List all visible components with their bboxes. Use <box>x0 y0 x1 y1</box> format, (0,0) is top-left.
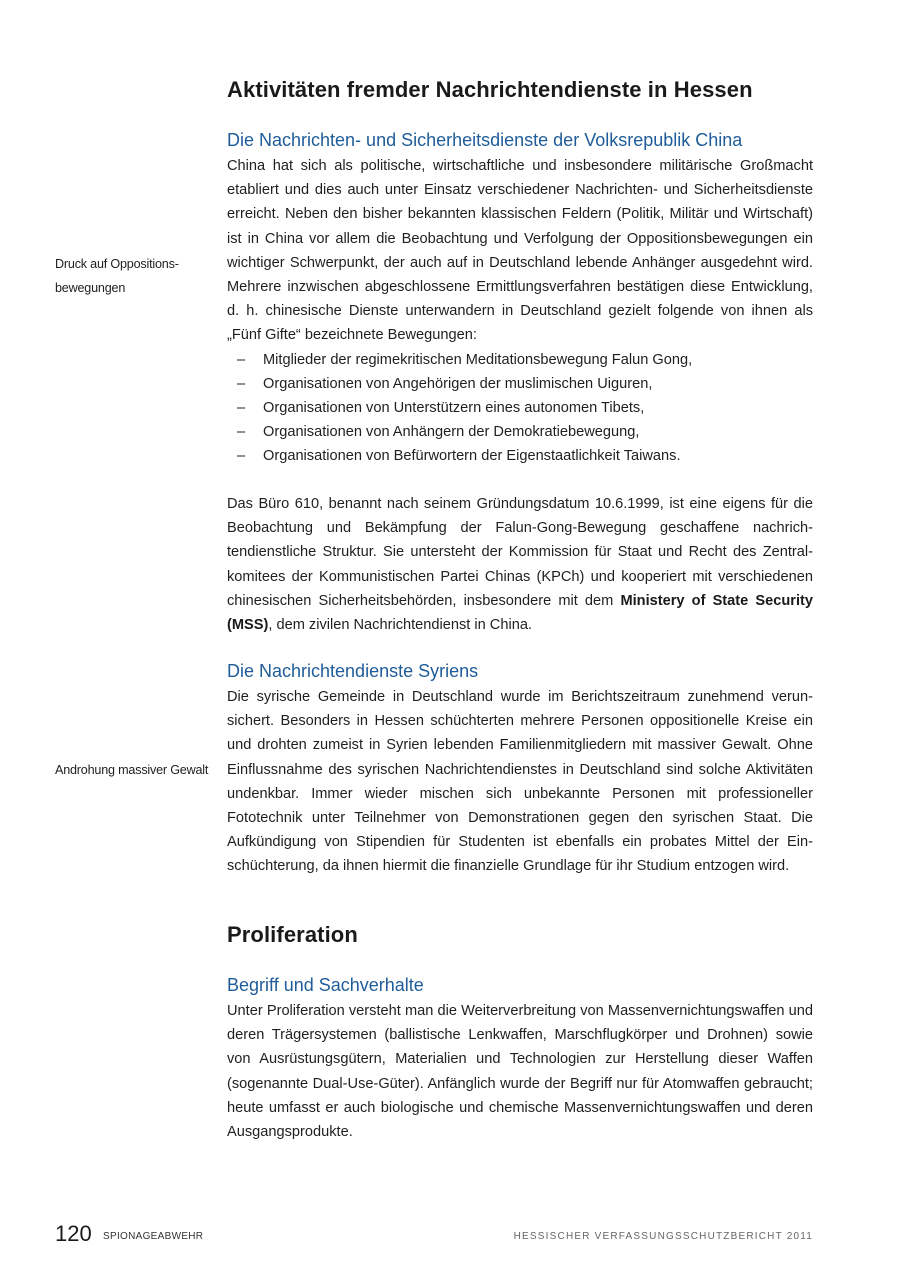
list-item: – Organisationen von Befürwortern der Eigenstaatlichkeit Taiwans. <box>227 444 813 468</box>
dash-bullet: – <box>237 351 246 368</box>
list-item: – Organisationen von Angehörigen der muslimischen Uiguren, <box>227 372 813 396</box>
section-heading-foreign-intelligence: Aktivitäten fremder Nachrichtendienste in Hessen <box>227 77 753 102</box>
dash-bullet: – <box>237 375 246 392</box>
list-item: – Organisationen von Anhängern der Demokratiebewegung, <box>227 420 813 444</box>
section-heading-proliferation: Proliferation <box>227 922 358 947</box>
margin-note-opposition: Druck auf Oppositions- bewegungen <box>55 257 179 295</box>
china-block <box>227 154 813 469</box>
footer-publication: HESSISCHER VERFASSUNGSSCHUTZBERICHT 2011 <box>513 1231 813 1242</box>
china-paragraph: China hat sich als politische, wirtschaftliche und insbesondere militärische Großmacht etabliert und dies auch unter Einsatz verschiedener Nachrichten- und Sicherheitsdienste erreicht. Neben den bisher bekannten klassischen Feldern (Politik, Militär und Wirtschaft) ist in China vor allem die Beobachtung und Verfolgung der Oppositionsbewegungen ein wichtiger Schwerpunkt, der auch auf in Deutschland lebende Anhänger ausgedehnt wird. Mehrere inzwischen abgeschlossene Ermittlungsverfahren bestätigen diese Entwicklung, d. h. chinesische Dienste unterwandern in Deutschland gezielt folgende von ihnen als „Fünf Gifte“ bezeichnete Bewegungen: <box>227 158 813 344</box>
proliferation-paragraph: Unter Proliferation versteht man die Weiterverbreitung von Massenvernichtungswaffen und deren Trägersystemen (ballistische Lenkwaffen, Marschflugkörper und Drohnen) sowie von Ausrüstungsgütern, Materialien und Technologien zur Herstellung dieser Waffen (sogenannte Dual-Use-Güter). Anfänglich wurde der Begriff nur für Atomwaffen gebraucht; heute umfasst er auch biologische und chemische Massenvernichtungswaffen und deren Ausgangsprodukte. <box>227 1003 813 1141</box>
proliferation-block <box>227 999 813 1144</box>
buero-610-block <box>227 492 813 637</box>
list-item: – Mitglieder der regimekritischen Meditationsbewegung Falun Gong, <box>227 348 813 372</box>
five-poisons-list <box>227 348 813 469</box>
subheading-definition: Begriff und Sachverhalte <box>227 975 424 995</box>
subheading-syria: Die Nachrichtendienste Syriens <box>227 661 479 681</box>
dash-bullet: – <box>237 424 246 441</box>
syria-block <box>227 685 813 879</box>
subheading-china: Die Nachrichten- und Sicherheitsdienste der Volksrepublik China <box>227 130 743 150</box>
page-number: 120 <box>55 1221 92 1246</box>
dash-bullet: – <box>237 400 246 417</box>
mss-bold: Ministery of State Security (MSS) <box>227 592 813 634</box>
list-item: – Organisationen von Unterstützern eines autonomen Tibets, <box>227 396 813 420</box>
dash-bullet: – <box>237 448 246 465</box>
syria-paragraph: Die syrische Gemeinde in Deutschland wurde im Berichtszeitraum zunehmend verunsichert. Besonders in Hessen schüchterten mehrere Personen oppositionelle Kreise ein und drohten zumeist in Syrien lebenden Familienmitgliedern mit massiver Gewalt. Ohne Einflussnahme des syrischen Nachrichtendienstes in Deutschland sind solche Aktivitäten undenkbar. Immer wieder mischen sich unbekannte Personen mit professioneller Fototechnik unter Teilnehmer von Demonstrationen gegen den syrischen Staat. Die Aufkündigung von Stipendien für Studenten ist ebenfalls ein probates Mittel der Einschüchterung, da ihnen hiermit die finanzielle Grundlage für ihr Studium entzogen wird. <box>227 689 813 875</box>
margin-note-violence: Androhung massiver Gewalt <box>55 763 209 777</box>
footer-section: SPIONAGEABWEHR <box>103 1231 204 1242</box>
buero-610-paragraph: Das Büro 610, benannt nach seinem Gründungsdatum 10.6.1999, ist eine eigens für die Beobachtung und Bekämpfung der Falun-Gong-Bewegung geschaffene nachrichtendienstliche Struktur. Sie untersteht der Kommission für Staat und Recht des Zentralkomitees der Kommunistischen Partei Chinas (KPCh) und kooperiert mit verschiedenen chinesischen Sicherheitsbehörden, insbesondere mit dem Ministery of State Security (MSS), dem zivilen Nachrichtendienst in China. <box>227 496 813 634</box>
